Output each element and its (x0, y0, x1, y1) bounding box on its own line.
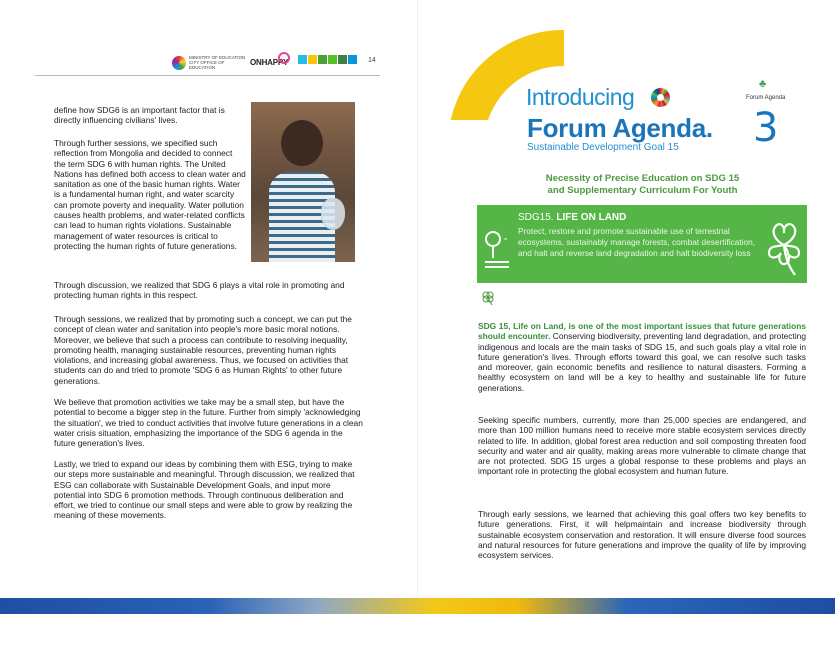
clover-icon: ♣ (759, 78, 767, 90)
sdg-6-icon (298, 55, 307, 64)
left-paragraph-3: Through discussion, we realized that SDG 6 plays a vital role in promoting and protecting human rights in this respect. (54, 280, 345, 301)
header-rule (35, 75, 380, 76)
section-heading-line-1: Necessity of Precise Education on SDG 15 (545, 173, 740, 184)
section-heading-line-2: and Supplementary Curriculum For Youth (547, 185, 738, 196)
sdg-icons-strip (298, 55, 357, 64)
left-paragraph-6: Lastly, we tried to expand our ideas by combining them with ESG, trying to make our steps more sustainable and meaningful. Through discussion, we realized that ESG can collaborate with Sustainable Development Goals, and input more potential into SDG 6 promotion methods. Through continuous deliberation and effort, we tried to continue our small steps and were able to grow by realizing the meaning of these movements. (54, 459, 355, 521)
child-photo (251, 102, 355, 262)
title-subtitle: Sustainable Development Goal 15 (527, 142, 679, 153)
section-clover-icon (480, 290, 496, 306)
bottom-color-bar (0, 598, 835, 614)
left-paragraph-2: Through further sessions, we specified such reflection from Mongolia and decided to connect the term SDG 6 with human rights. The United Nations has defined both access to clean water and sanitation as one of the basic human rights. Water is a fundamental human right, and water scarcity can promote poverty and inequality. Water pollution causes health problems, and water-related conflicts can lead to human rights violations. Sustainable management of water resources is critical to protecting the human rights of future generations. (54, 138, 246, 251)
title-forum-agenda: Forum Agenda. (527, 113, 713, 143)
left-paragraph-4: Through sessions, we realized that by promoting such a concept, we can put the concept of clean water and sanitation into people's more basic moral notions. Moreover, we believe that such a process can contribute to resolving inequality, promoting health, managing sustainable resources, preventing human rights violations, and increasing global awareness. Thus, we focused on activities that students can do and tried to promote 'SDG 6 as Human Rights' to other future generations. (54, 314, 352, 386)
sdg-7-icon (308, 55, 317, 64)
right-paragraph-3: Through early sessions, we learned that achieving this goal offers two key benefits to future generations. First, it will helpmaintain and increase biodiversity through sustainable ecosystem conservation and restoration. It will ensure diverse food sources and natural resources for future generations and improve the quality of life by improving ecosystem services. (478, 509, 806, 561)
title-introducing: Introducing (526, 84, 635, 110)
sdg-15-icon (328, 55, 337, 64)
forum-agenda-label: Forum Agenda (746, 95, 786, 101)
page-divider (417, 0, 418, 600)
forum-agenda-number: 3 (753, 105, 779, 151)
right-paragraph-1-highlight: SDG 15, Life on Land, is one of the most important issues that future generations should encounter. (478, 321, 806, 342)
sdg15-box-title-prefix: SDG15. (518, 212, 554, 223)
tree-icon: ≈ (485, 231, 509, 271)
sdg15-box-title-bold: LIFE ON LAND (556, 212, 627, 223)
onhappy-logo: ONHAPPY (250, 58, 289, 67)
left-paragraph-1: define how SDG6 is an important factor that is directly influencing civilians' lives. (54, 105, 225, 126)
section-heading (480, 173, 805, 197)
left-page-header (35, 50, 380, 76)
right-paragraph-1-rest: Conserving biodiversity, preventing land degradation, and protecting indigenous and locals are the main tasks of SDG 15, and such goals play a vital role in future generation's lives. Through efforts toward this goal, we can resolve such tasks and moreover, gain economic benefits and resilience to natural disasters. Forming a healthy ecosystem on land will be a key to healthy and sustainable life for future generations. (478, 331, 806, 393)
sdg-13-icon (338, 55, 347, 64)
right-paragraph-2: Seeking specific numbers, currently, more than 25,000 species are endangered, and more than 100 million humans need to receive more stable ecosystem services directly related to life. In addition, global forest area reduction and soil composting threaten food security and water and air quality, making areas more vulnerable to climate change that are not protected. SDG 15 urges a global response to these problems and plays an important role in protecting the global ecosystem and human future. (478, 415, 806, 477)
clover-outline-icon (763, 215, 805, 279)
sdg-14-icon (348, 55, 357, 64)
sdg15-box-title (518, 212, 626, 223)
page-number: 14 (368, 57, 376, 64)
right-paragraph-1 (478, 321, 806, 393)
moe-logo-icon (172, 56, 186, 70)
left-paragraph-5: We believe that promotion activities we take may be a small step, but have the potential to become a bigger step in the future. Further from simply 'acknowledging the situation', we tried to conduct activities that involve future generations in a clean water crisis situation, emphasizing the importance of the SDG 6 agenda in the future generation's lives. (54, 397, 363, 449)
sdg-wheel-icon (651, 88, 670, 107)
moe-logo-text: MINISTRY OF EDUCATION CITY OFFICE OF EDUCATION (189, 55, 246, 70)
sdg15-info-box (477, 205, 807, 283)
sdg15-box-text: Protect, restore and promote sustainable use of terrestrial ecosystems, sustainably manage forests, combat desertification, and halt and reverse land degradation and halt biodiversity loss (518, 226, 756, 258)
sdg-3-icon (318, 55, 327, 64)
photo-child-head (281, 120, 323, 166)
photo-water-bag (321, 198, 345, 230)
onhappy-mark-icon (278, 52, 290, 64)
